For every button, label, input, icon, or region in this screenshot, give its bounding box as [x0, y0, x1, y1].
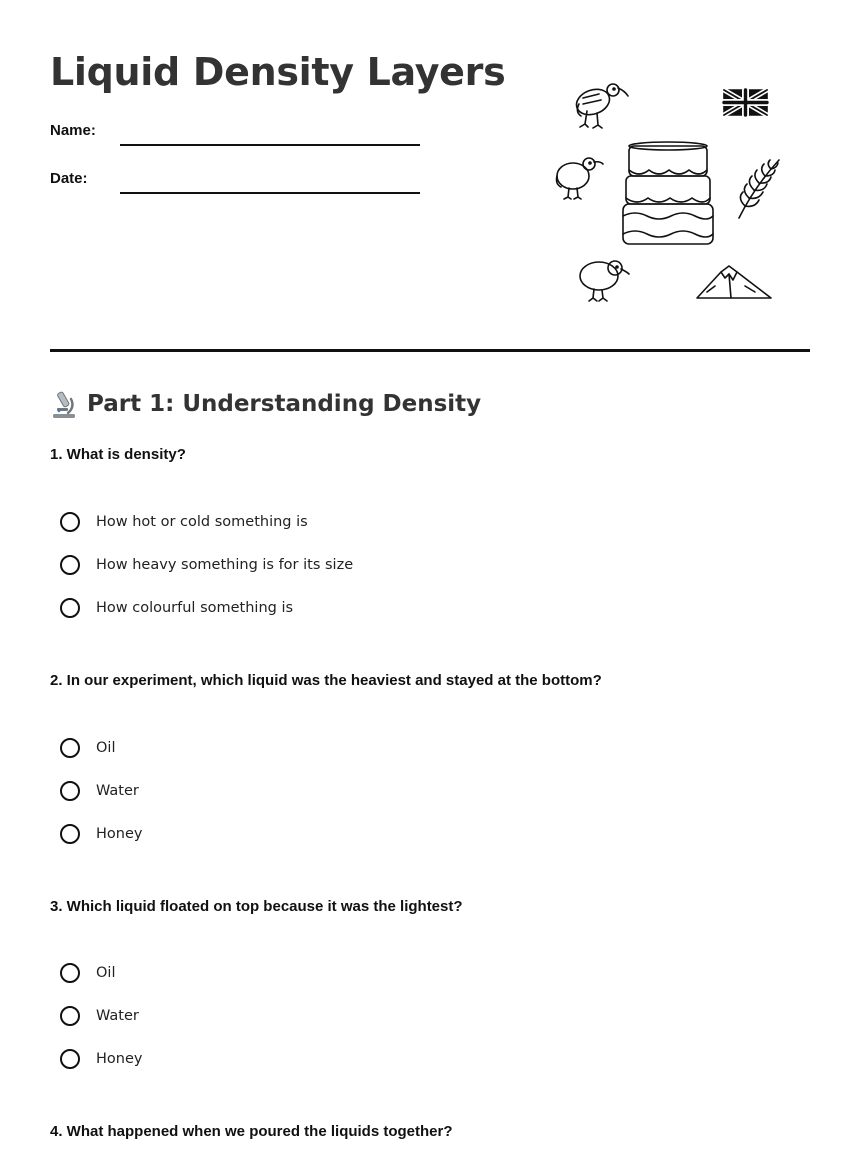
header-illustration: [545, 70, 795, 310]
header-divider: [50, 349, 810, 352]
q2-option-1[interactable]: [60, 735, 115, 761]
q2-option-2[interactable]: [60, 778, 139, 804]
radio-button[interactable]: [60, 555, 80, 575]
question-2: 2. In our experiment, which liquid was the heaviest and stayed at the bottom?: [50, 672, 602, 689]
date-label: Date:: [50, 170, 88, 187]
date-line[interactable]: [120, 192, 420, 194]
option-label: Water: [96, 1008, 139, 1024]
microscope-icon: [50, 389, 78, 419]
kiwi-bird-icon: [557, 158, 604, 199]
name-field: [50, 118, 430, 148]
question-4: 4. What happened when we poured the liquids together?: [50, 1123, 453, 1140]
radio-button[interactable]: [60, 824, 80, 844]
name-line[interactable]: [120, 144, 420, 146]
option-label: How heavy something is for its size: [96, 557, 354, 573]
part1-heading: [50, 387, 481, 421]
kiwi-bird-icon: [573, 84, 628, 128]
date-field: [50, 166, 430, 196]
layered-cake-icon: [623, 142, 713, 244]
option-label: Oil: [96, 965, 116, 981]
option-label: Oil: [96, 740, 116, 756]
worksheet-title: Liquid Density Layers: [50, 50, 506, 94]
fern-leaf-icon: [739, 160, 779, 218]
radio-button[interactable]: [60, 1049, 80, 1069]
q3-option-1[interactable]: [60, 960, 115, 986]
question-3: 3. Which liquid floated on top because it was the lightest?: [50, 898, 463, 915]
option-label: How colourful something is: [96, 600, 294, 616]
question-1: 1. What is density?: [50, 446, 186, 463]
q1-option-1[interactable]: [60, 509, 308, 535]
q2-option-3[interactable]: [60, 821, 142, 847]
union-jack-flag-icon: [724, 90, 767, 115]
radio-button[interactable]: [60, 963, 80, 983]
name-label: Name:: [50, 122, 96, 139]
radio-button[interactable]: [60, 781, 80, 801]
radio-button[interactable]: [60, 512, 80, 532]
mountain-icon: [697, 266, 771, 298]
radio-button[interactable]: [60, 1006, 80, 1026]
q3-option-3[interactable]: [60, 1046, 142, 1072]
option-label: Honey: [96, 826, 143, 842]
option-label: Honey: [96, 1051, 143, 1067]
q3-option-2[interactable]: [60, 1003, 139, 1029]
radio-button[interactable]: [60, 738, 80, 758]
q1-option-2[interactable]: [60, 552, 353, 578]
q1-option-3[interactable]: [60, 595, 293, 621]
part1-title: Part 1: Understanding Density: [87, 391, 482, 417]
radio-button[interactable]: [60, 598, 80, 618]
option-label: How hot or cold something is: [96, 514, 308, 530]
kiwi-bird-icon: [580, 261, 629, 301]
option-label: Water: [96, 783, 139, 799]
